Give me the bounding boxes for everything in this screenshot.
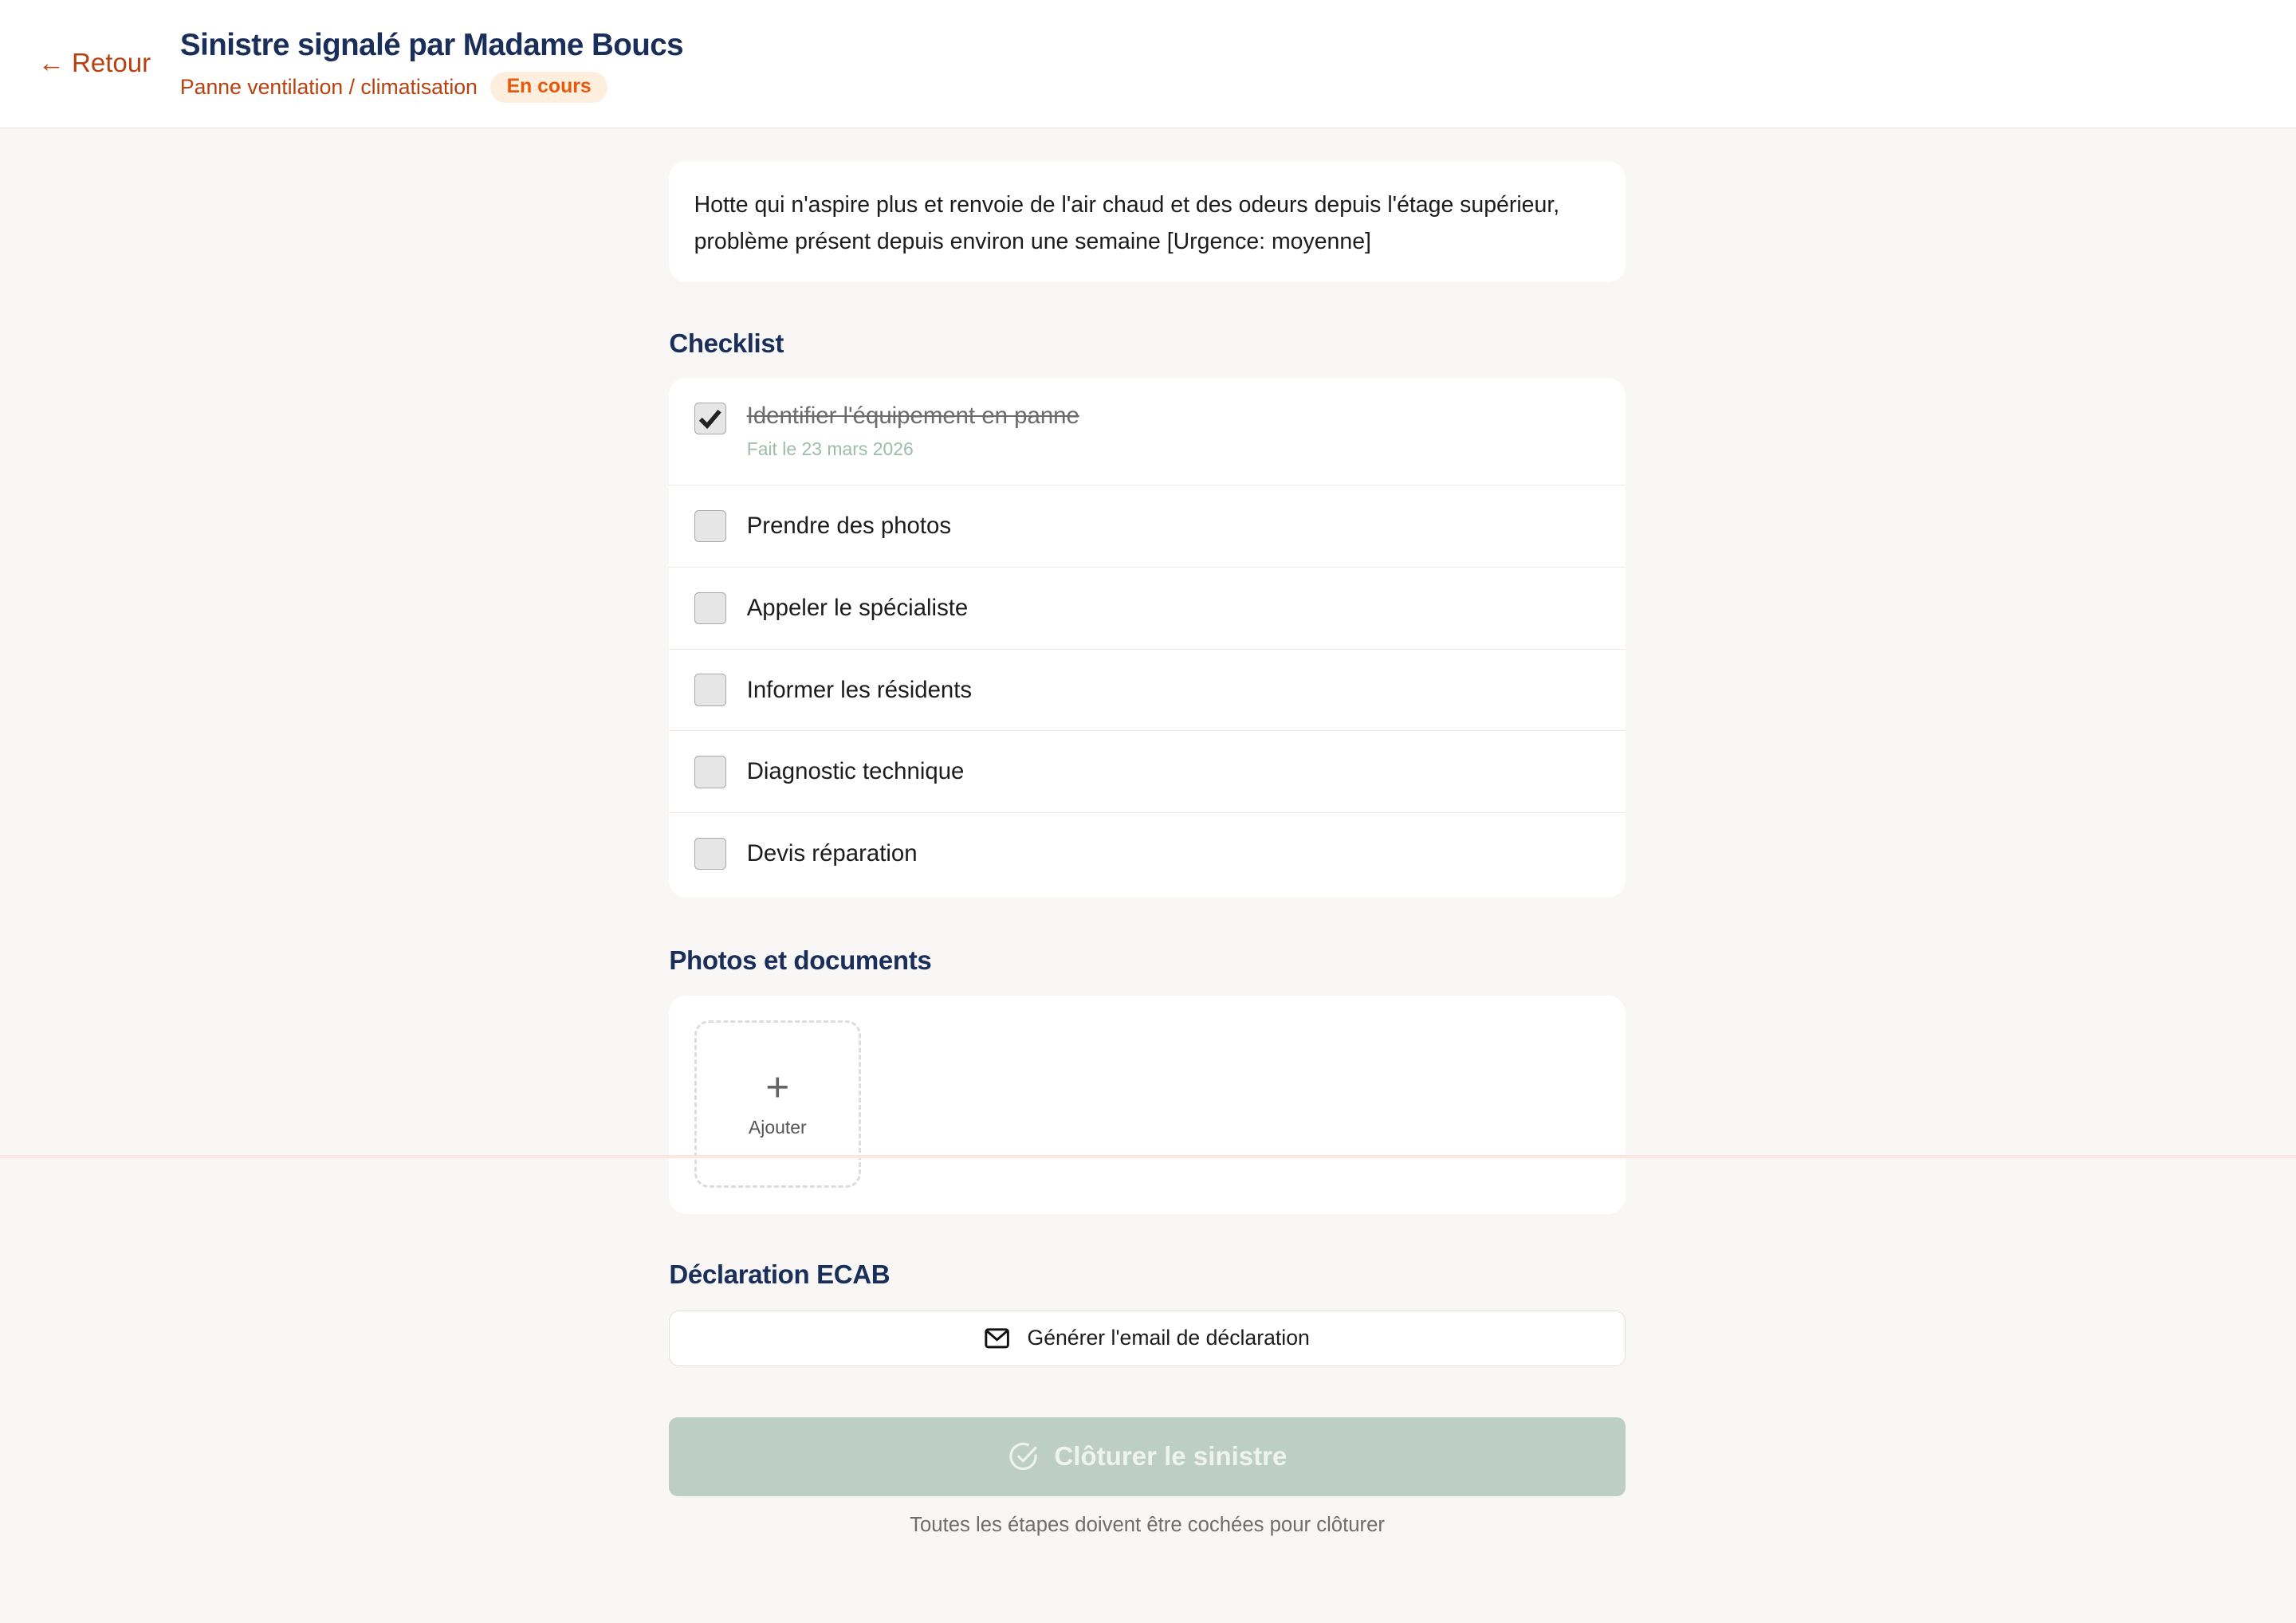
checklist-item[interactable]	[669, 730, 1625, 812]
photos-title: Photos et documents	[669, 945, 932, 976]
checklist	[669, 378, 1625, 898]
checklist-item[interactable]	[669, 485, 1625, 567]
page-header	[0, 0, 2296, 128]
close-hint: Toutes les étapes doivent être cochées pour clôturer	[910, 1514, 1385, 1537]
checklist-item-label: Appeler le spécialiste	[746, 594, 969, 621]
checklist-item-label: Diagnostic technique	[746, 758, 965, 785]
checkbox[interactable]	[694, 756, 726, 788]
photos-card	[669, 996, 1625, 1214]
checklist-item-label: Prendre des photos	[746, 512, 952, 539]
arrow-left-icon: ←	[37, 48, 65, 78]
page-title: Sinistre signalé par Madame Boucs	[179, 27, 684, 62]
checklist-item-label: Identifier l'équipement en panne	[746, 403, 1079, 430]
add-photo-button[interactable]	[694, 1020, 861, 1187]
generate-email-label: Générer l'email de déclaration	[1027, 1326, 1310, 1350]
add-photo-label: Ajouter	[748, 1116, 807, 1138]
checklist-title: Checklist	[669, 329, 784, 360]
back-label: Retour	[71, 48, 151, 78]
ecab-title: Déclaration ECAB	[669, 1260, 890, 1291]
checklist-item-date: Fait le 23 mars 2026	[746, 438, 914, 460]
checklist-item[interactable]	[669, 649, 1625, 731]
checkmark-icon	[698, 408, 721, 429]
checkbox[interactable]	[694, 510, 726, 542]
checklist-item[interactable]	[669, 378, 1625, 485]
generate-email-button[interactable]	[669, 1311, 1625, 1366]
checklist-item[interactable]	[669, 812, 1625, 894]
check-circle-icon	[1008, 1440, 1040, 1472]
mail-icon	[985, 1328, 1009, 1349]
status-badge: En cours	[490, 72, 607, 103]
description-card: Hotte qui n'aspire plus et renvoie de l'air chaud et des odeurs depuis l'étage supérieur, problème présent depuis environ une semaine [Urgence: moyenne]	[669, 161, 1625, 282]
checklist-item-label: Informer les résidents	[746, 676, 973, 703]
close-claim-label: Clôturer le sinistre	[1054, 1441, 1288, 1472]
checklist-item-label: Devis réparation	[746, 840, 918, 867]
checkbox-checked[interactable]	[694, 403, 726, 434]
checkbox[interactable]	[694, 838, 726, 870]
close-claim-button[interactable]	[669, 1417, 1625, 1496]
back-button[interactable]	[38, 49, 151, 79]
plus-icon: +	[765, 1063, 790, 1110]
category-label: Panne ventilation / climatisation	[179, 74, 478, 99]
checklist-item[interactable]	[669, 567, 1625, 649]
checkbox[interactable]	[694, 592, 726, 624]
checkbox[interactable]	[694, 674, 726, 705]
divider	[0, 1155, 2296, 1158]
